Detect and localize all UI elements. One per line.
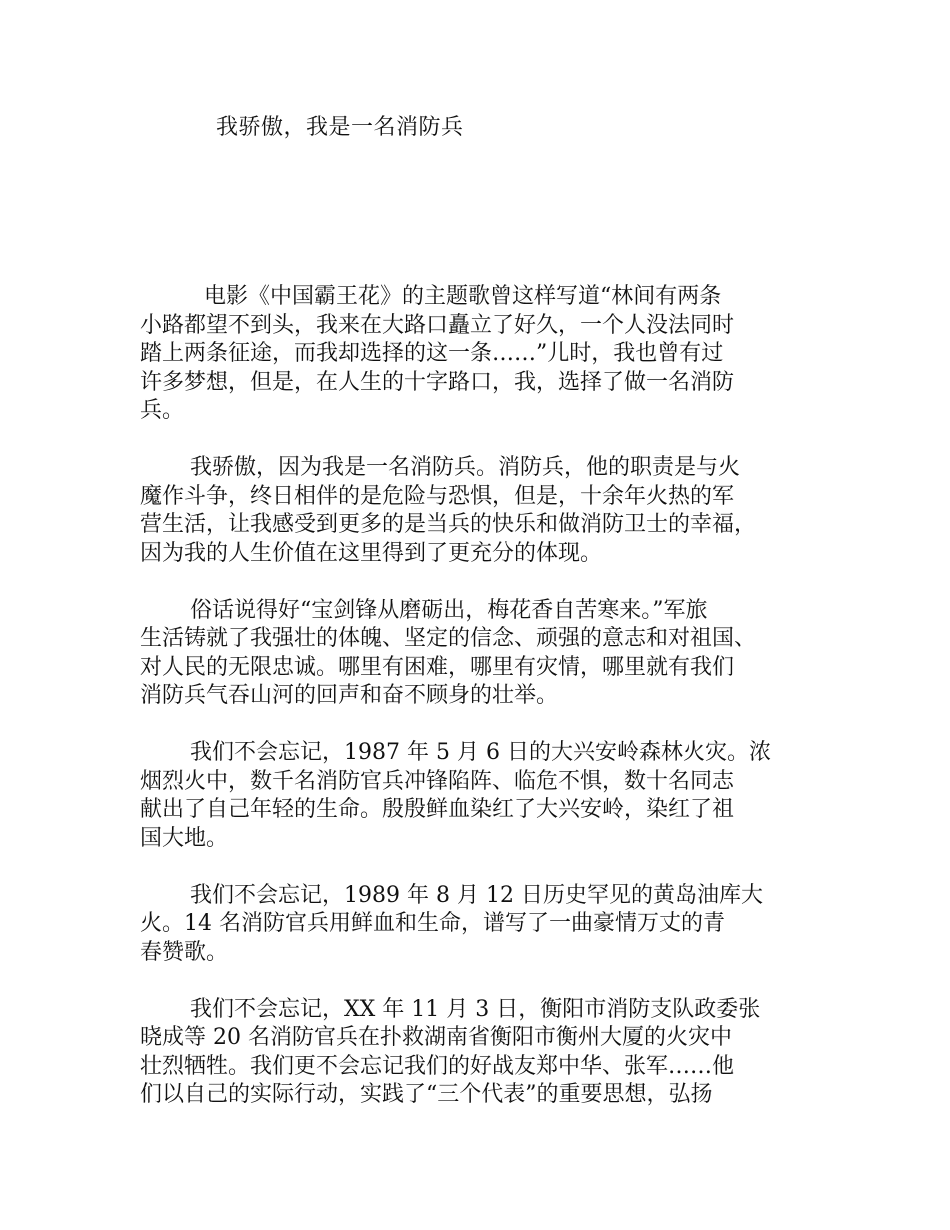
paragraph-gap bbox=[140, 568, 830, 597]
paragraph-3 bbox=[140, 597, 830, 711]
text-line: 许多梦想，但是，在人生的十字路口，我，选择了做一名消防 bbox=[140, 369, 735, 395]
paragraph-gap bbox=[140, 853, 830, 882]
text-line: 我骄傲，因为我是一名消防兵。消防兵，他的职责是与火 bbox=[190, 455, 741, 480]
text-line: 们以自己的实际行动，实践了“三个代表”的重要思想，弘扬 bbox=[140, 1082, 713, 1107]
text-line: 俗话说得好“宝剑锋从磨砺出，梅花香自苦寒来。”军旅 bbox=[190, 597, 708, 623]
text-line: 火。14 名消防官兵用鲜血和生命，谱写了一曲豪情万丈的青 bbox=[140, 911, 725, 936]
paragraph-4 bbox=[140, 739, 830, 853]
text-line: 我们不会忘记，1987 年 5 月 6 日的大兴安岭森林火灾。浓 bbox=[190, 740, 771, 765]
text-line: 营生活，让我感受到更多的是当兵的快乐和做消防卫士的幸福， bbox=[140, 512, 757, 537]
text-line: 我们不会忘记，1989 年 8 月 12 日历史罕见的黄岛油库大 bbox=[190, 882, 763, 908]
paragraph-5 bbox=[140, 882, 830, 968]
text-line: 电影《中国霸王花》的主题歌曾这样写道“林间有两条 bbox=[204, 284, 722, 309]
document-title: 我骄傲，我是一名消防兵 bbox=[216, 115, 464, 140]
text-line: 献出了自己年轻的生命。殷殷鲜血染红了大兴安岭，染红了祖 bbox=[140, 797, 735, 822]
text-line: 小路都望不到头，我来在大路口矗立了好久，一个人没法同时 bbox=[140, 312, 735, 338]
text-line: 晓成等 20 名消防官兵在扑救湖南省衡阳市衡州大厦的火灾中 bbox=[140, 1025, 732, 1050]
text-line: 壮烈牺牲。我们更不会忘记我们的好战友郑中华、张军……他 bbox=[140, 1053, 735, 1079]
text-line: 春赞歌。 bbox=[140, 939, 229, 965]
paragraph-gap bbox=[140, 711, 830, 740]
paragraph-gap bbox=[140, 967, 830, 996]
document-body bbox=[140, 283, 830, 1110]
text-line: 对人民的无限忠诚。哪里有困难，哪里有灾情，哪里就有我们 bbox=[140, 654, 735, 680]
text-line: 消防兵气吞山河的回声和奋不顾身的壮举。 bbox=[140, 683, 559, 708]
text-line: 国大地。 bbox=[140, 825, 229, 851]
text-line: 踏上两条征途，而我却选择的这一条……”儿时，我也曾有过 bbox=[140, 341, 724, 366]
text-line: 烟烈火中，数千名消防官兵冲锋陷阵、临危不惧，数十名同志 bbox=[140, 768, 735, 794]
paragraph-6 bbox=[140, 996, 830, 1110]
paragraph-1 bbox=[140, 283, 830, 426]
text-line: 魔作斗争，终日相伴的是危险与恐惧，但是，十余年火热的军 bbox=[140, 483, 735, 509]
text-line: 因为我的人生价值在这里得到了更充分的体现。 bbox=[140, 540, 603, 566]
text-line: 我们不会忘记，XX 年 11 月 3 日，衡阳市消防支队政委张 bbox=[190, 996, 761, 1022]
paragraph-gap bbox=[140, 426, 830, 455]
paragraph-2 bbox=[140, 454, 830, 568]
text-line: 生活铸就了我强壮的体魄、坚定的信念、顽强的意志和对祖国、 bbox=[140, 626, 757, 651]
text-line: 兵。 bbox=[140, 398, 185, 423]
